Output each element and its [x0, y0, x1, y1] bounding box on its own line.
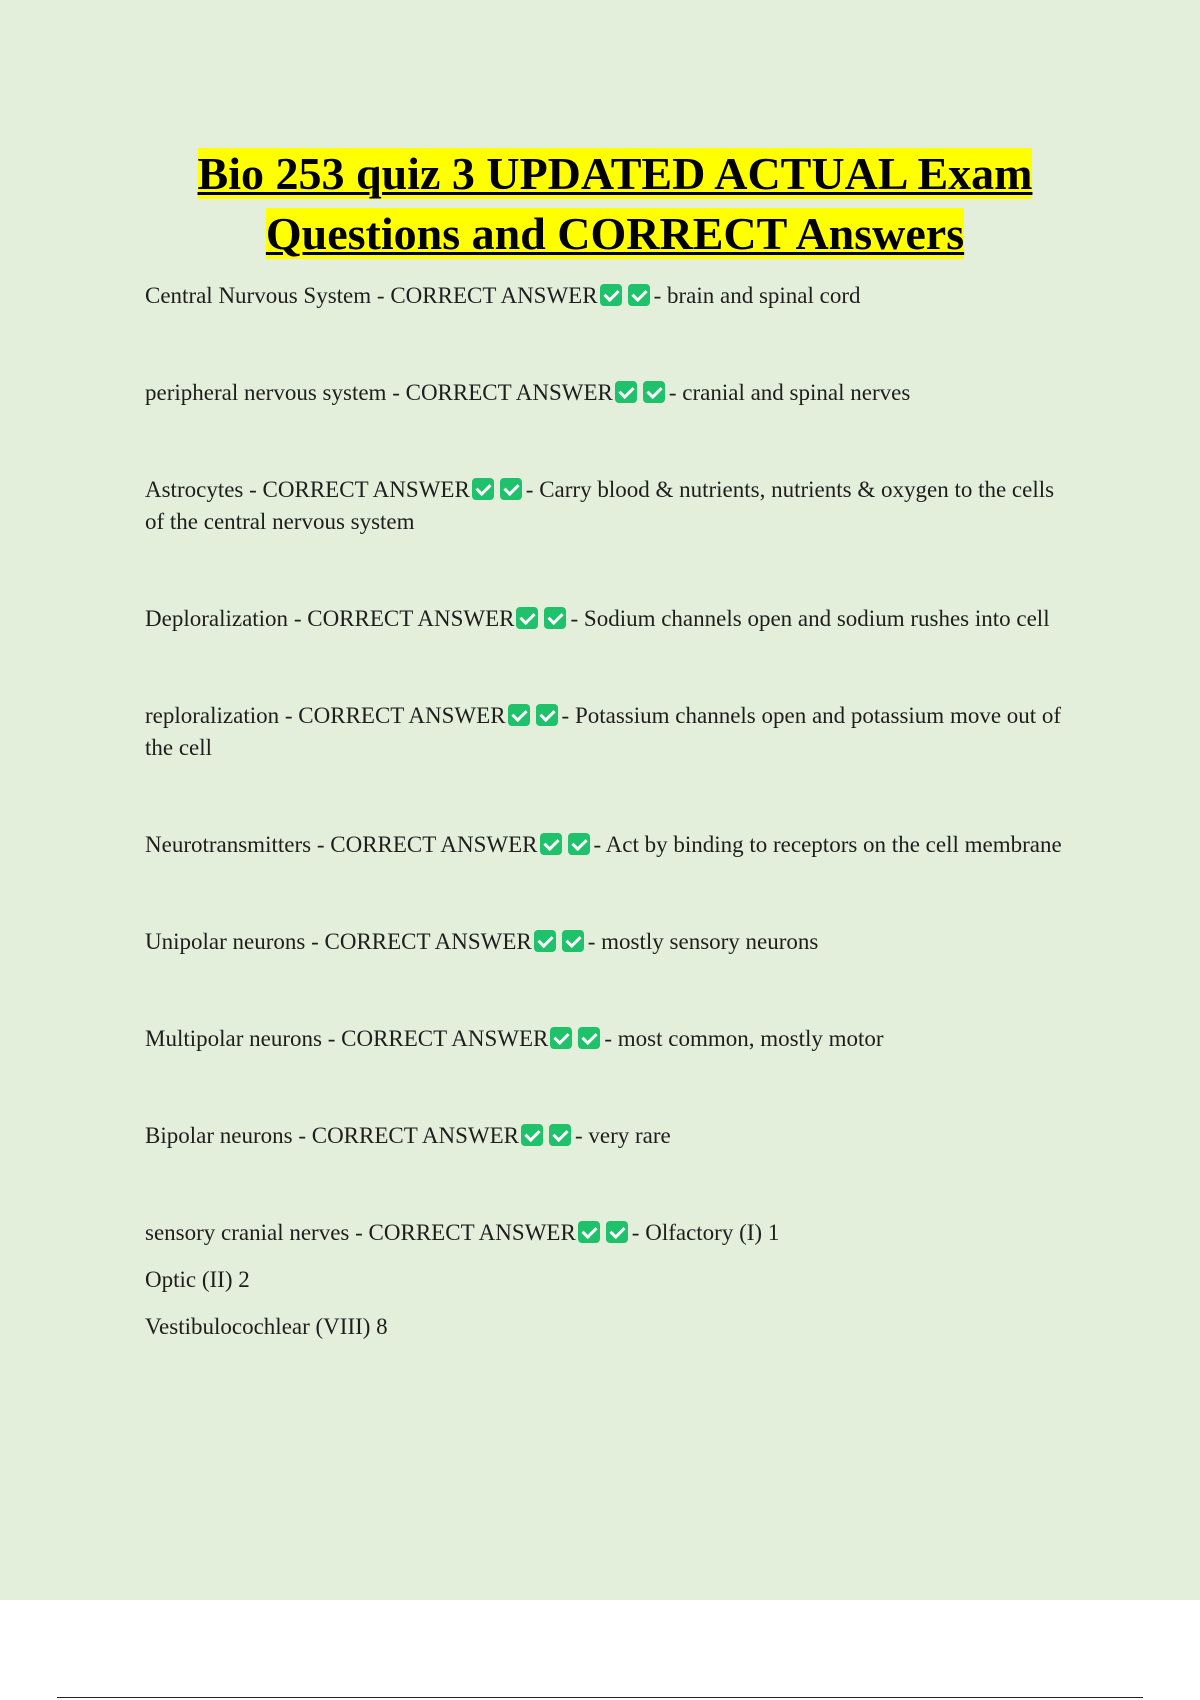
- correct-answer-marker: CORRECT ANSWER: [311, 1123, 519, 1148]
- correct-answer-marker: CORRECT ANSWER: [262, 477, 470, 502]
- qa-answer: Potassium channels open and potassium move out of the cell: [145, 703, 1062, 760]
- checkmark-icon: [550, 1027, 572, 1049]
- qa-separator: -: [305, 929, 325, 954]
- qa-separator: -: [653, 283, 667, 308]
- qa-answer: Carry blood & nutrients, nutrients & oxygen to the cells of the central nervous system: [145, 477, 1055, 534]
- title-line-2: Questions and CORRECT Answers: [265, 208, 965, 259]
- qa-separator: -: [371, 283, 391, 308]
- qa-item: [145, 280, 1070, 312]
- checkmark-icon: [500, 478, 522, 500]
- qa-separator: -: [631, 1220, 646, 1245]
- title-line-1: Bio 253 quiz 3 UPDATED ACTUAL Exam: [197, 148, 1033, 199]
- checkmark-icon: [534, 930, 556, 952]
- qa-separator: -: [570, 606, 584, 631]
- checkmark-icon: [516, 607, 538, 629]
- qa-item: [145, 377, 1070, 409]
- checkmark-icon: [540, 833, 562, 855]
- qa-separator: -: [288, 606, 308, 631]
- qa-separator: -: [311, 832, 331, 857]
- qa-answer: most common, mostly motor: [617, 1026, 884, 1051]
- qa-separator: -: [349, 1220, 369, 1245]
- checkmark-icon: [521, 1124, 543, 1146]
- checkmark-icon: [578, 1027, 600, 1049]
- qa-item: [145, 1120, 1070, 1152]
- correct-answer-marker: CORRECT ANSWER: [307, 606, 515, 631]
- qa-separator: -: [574, 1123, 589, 1148]
- qa-answer: Act by binding to receptors on the cell membrane: [605, 832, 1062, 857]
- qa-separator: -: [593, 832, 606, 857]
- checkmark-icon: [562, 930, 584, 952]
- correct-answer-marker: CORRECT ANSWER: [330, 832, 538, 857]
- correct-answer-marker: CORRECT ANSWER: [390, 283, 598, 308]
- qa-term: sensory cranial nerves: [145, 1220, 350, 1245]
- qa-term: reploralization: [145, 703, 280, 728]
- checkmark-icon: [615, 381, 637, 403]
- checkmark-icon: [606, 1221, 628, 1243]
- page-title: [120, 144, 1110, 264]
- qa-term: Neurotransmitters: [145, 832, 312, 857]
- checkmark-icon: [600, 284, 622, 306]
- qa-answer: Sodium channels open and sodium rushes into cell: [583, 606, 1050, 631]
- qa-term: Deploralization: [145, 606, 289, 631]
- checkmark-icon: [549, 1124, 571, 1146]
- qa-term: Multipolar neurons: [145, 1026, 322, 1051]
- checkmark-icon: [643, 381, 665, 403]
- checkmark-icon: [536, 704, 558, 726]
- qa-term: Bipolar neurons: [145, 1123, 293, 1148]
- qa-separator: -: [243, 477, 263, 502]
- qa-separator: -: [386, 380, 406, 405]
- correct-answer-marker: CORRECT ANSWER: [324, 929, 532, 954]
- correct-answer-marker: CORRECT ANSWER: [298, 703, 506, 728]
- correct-answer-marker: CORRECT ANSWER: [341, 1026, 549, 1051]
- qa-list: [145, 280, 1070, 1343]
- footer-divider: [57, 1697, 1143, 1698]
- qa-separator: -: [279, 703, 299, 728]
- qa-separator: -: [525, 477, 540, 502]
- checkmark-icon: [578, 1221, 600, 1243]
- qa-term: Astrocytes: [145, 477, 244, 502]
- qa-term: Central Nurvous System: [145, 283, 372, 308]
- qa-separator: -: [561, 703, 575, 728]
- qa-separator: -: [604, 1026, 618, 1051]
- qa-item: [145, 700, 1070, 764]
- qa-answer: mostly sensory neurons: [601, 929, 819, 954]
- qa-separator: -: [292, 1123, 312, 1148]
- qa-item: [145, 1217, 1070, 1343]
- checkmark-icon: [628, 284, 650, 306]
- checkmark-icon: [544, 607, 566, 629]
- qa-answer: Olfactory (I) 1: [645, 1220, 780, 1245]
- correct-answer-marker: CORRECT ANSWER: [405, 380, 613, 405]
- qa-separator: -: [321, 1026, 342, 1051]
- checkmark-icon: [568, 833, 590, 855]
- qa-answer-line: Optic (II) 2: [145, 1267, 250, 1292]
- qa-answer: brain and spinal cord: [667, 283, 861, 308]
- qa-item: [145, 474, 1070, 538]
- correct-answer-marker: CORRECT ANSWER: [368, 1220, 576, 1245]
- qa-answer: cranial and spinal nerves: [682, 380, 911, 405]
- qa-separator: -: [587, 929, 602, 954]
- qa-item: [145, 1023, 1070, 1055]
- qa-answer: very rare: [588, 1123, 671, 1148]
- checkmark-icon: [472, 478, 494, 500]
- checkmark-icon: [508, 704, 530, 726]
- qa-term: peripheral nervous system: [145, 380, 387, 405]
- qa-separator: -: [668, 380, 683, 405]
- qa-item: [145, 603, 1070, 635]
- qa-term: Unipolar neurons: [145, 929, 306, 954]
- qa-item: [145, 829, 1070, 861]
- qa-answer-line: Vestibulocochlear (VIII) 8: [145, 1314, 388, 1339]
- qa-item: [145, 926, 1070, 958]
